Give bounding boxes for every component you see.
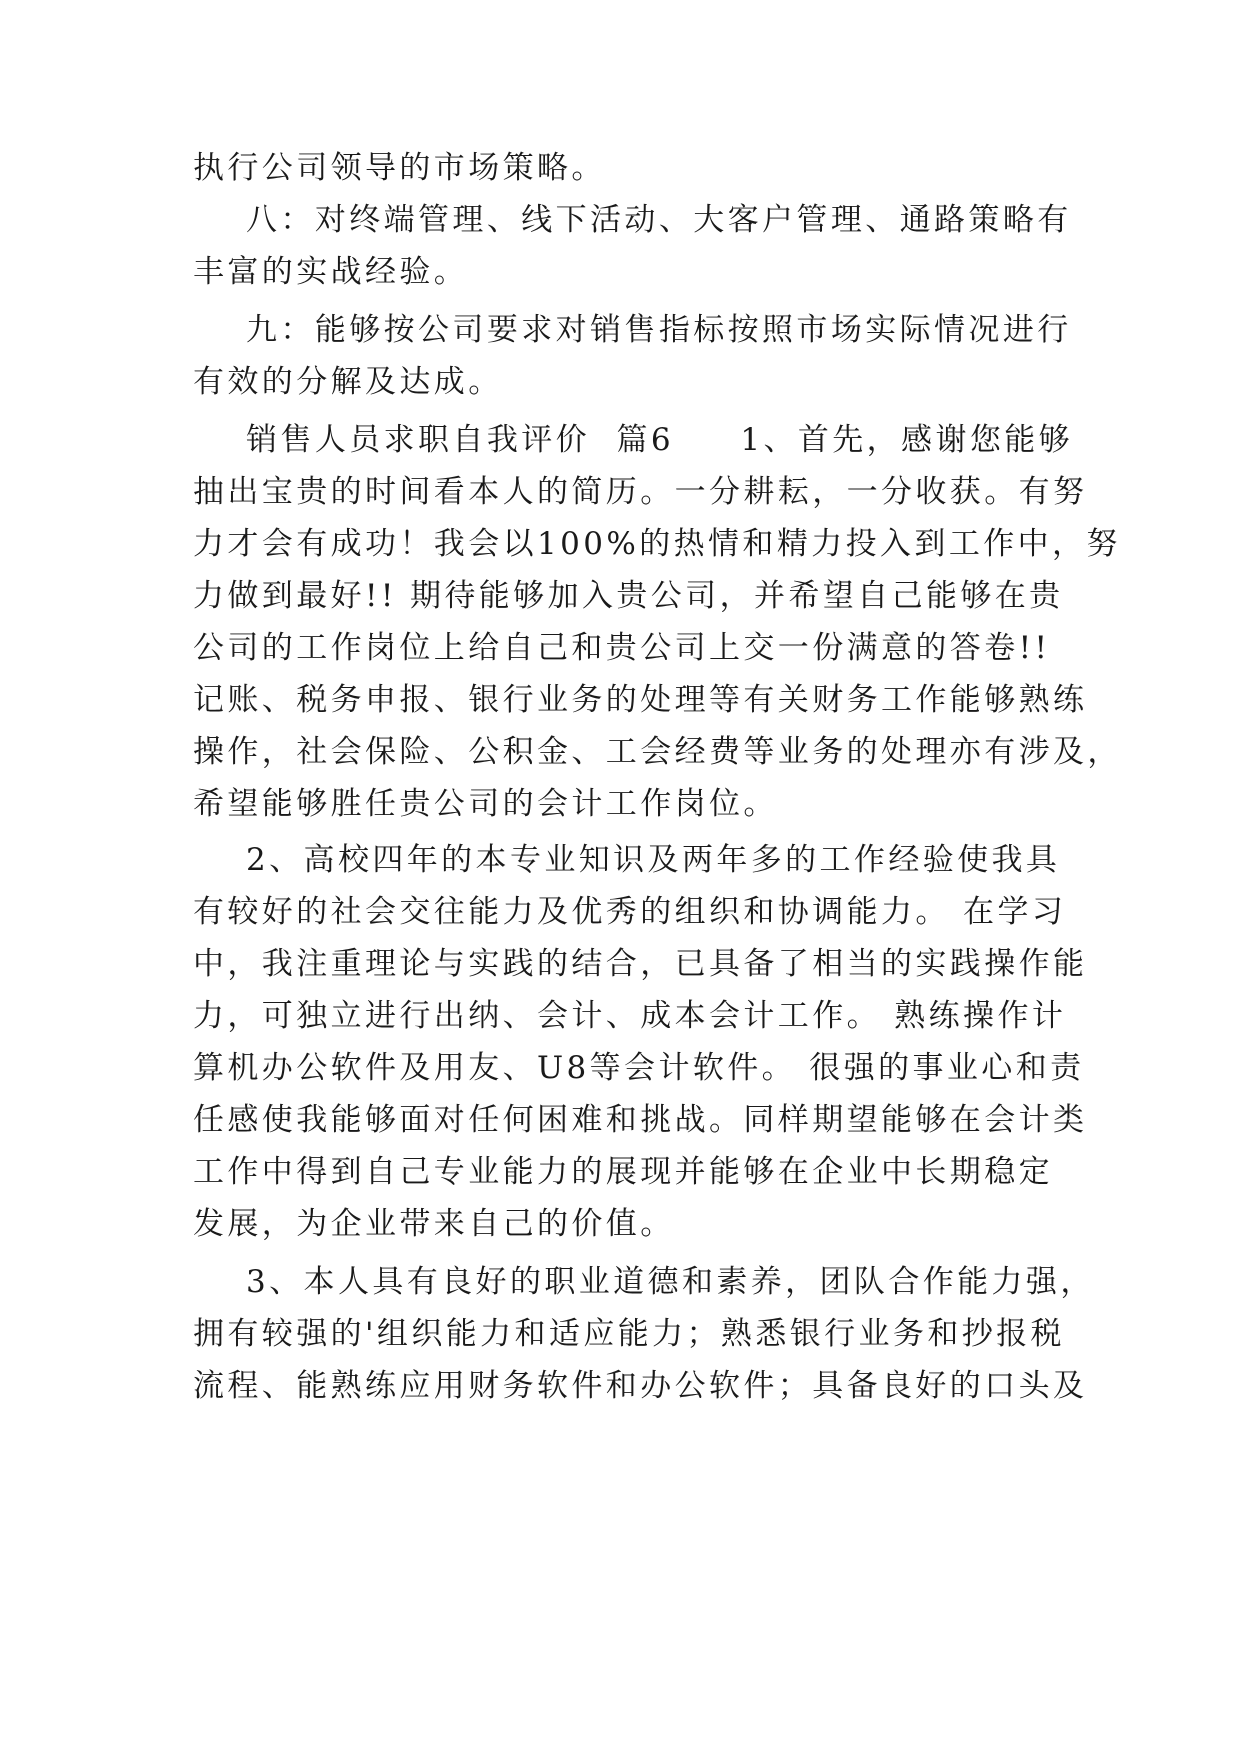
text-line: 中，我注重理论与实践的结合，已具备了相当的实践操作能: [193, 946, 1088, 982]
text-line: 力才会有成功！我会以100%的热情和精力投入到工作中，努: [193, 526, 1121, 562]
text-line: 有较好的社会交往能力及优秀的组织和协调能力。 在学习: [193, 894, 1067, 930]
text-line: 3、本人具有良好的职业道德和素养，团队合作能力强，: [193, 1264, 1095, 1300]
text-line: 销售人员求职自我评价 篇6 1、首先，感谢您能够: [193, 422, 1074, 458]
text-line: 拥有较强的'组织能力和适应能力；熟悉银行业务和抄报税: [193, 1316, 1065, 1352]
text-line: 力做到最好!! 期待能够加入贵公司，并希望自己能够在贵: [193, 578, 1064, 614]
text-line: 工作中得到自己专业能力的展现并能够在企业中长期稳定: [193, 1154, 1053, 1190]
text-line: 丰富的实战经验。: [193, 254, 469, 290]
text-line: 力，可独立进行出纳、会计、成本会计工作。 熟练操作计: [193, 998, 1067, 1034]
text-line: 记账、税务申报、银行业务的处理等有关财务工作能够熟练: [193, 682, 1088, 718]
text-line: 操作，社会保险、公积金、工会经费等业务的处理亦有涉及，: [193, 734, 1122, 770]
text-line: 八：对终端管理、线下活动、大客户管理、通路策略有: [193, 202, 1072, 238]
text-line: 有效的分解及达成。: [193, 364, 503, 400]
text-line: 执行公司领导的市场策略。: [193, 150, 606, 186]
text-line: 希望能够胜任贵公司的会计工作岗位。: [193, 786, 778, 822]
text-line: 九：能够按公司要求对销售指标按照市场实际情况进行: [193, 312, 1072, 348]
text-line: 公司的工作岗位上给自己和贵公司上交一份满意的答卷!!: [193, 630, 1051, 666]
text-line: 流程、能熟练应用财务软件和办公软件；具备良好的口头及: [193, 1368, 1088, 1404]
text-line: 算机办公软件及用友、U8等会计软件。 很强的事业心和责: [193, 1050, 1085, 1086]
text-line: 2、高校四年的本专业知识及两年多的工作经验使我具: [193, 842, 1061, 878]
text-line: 抽出宝贵的时间看本人的简历。一分耕耘，一分收获。有努: [193, 474, 1088, 510]
text-line: 发展，为企业带来自己的价值。: [193, 1206, 675, 1242]
text-line: 任感使我能够面对任何困难和挑战。同样期望能够在会计类: [193, 1102, 1088, 1138]
